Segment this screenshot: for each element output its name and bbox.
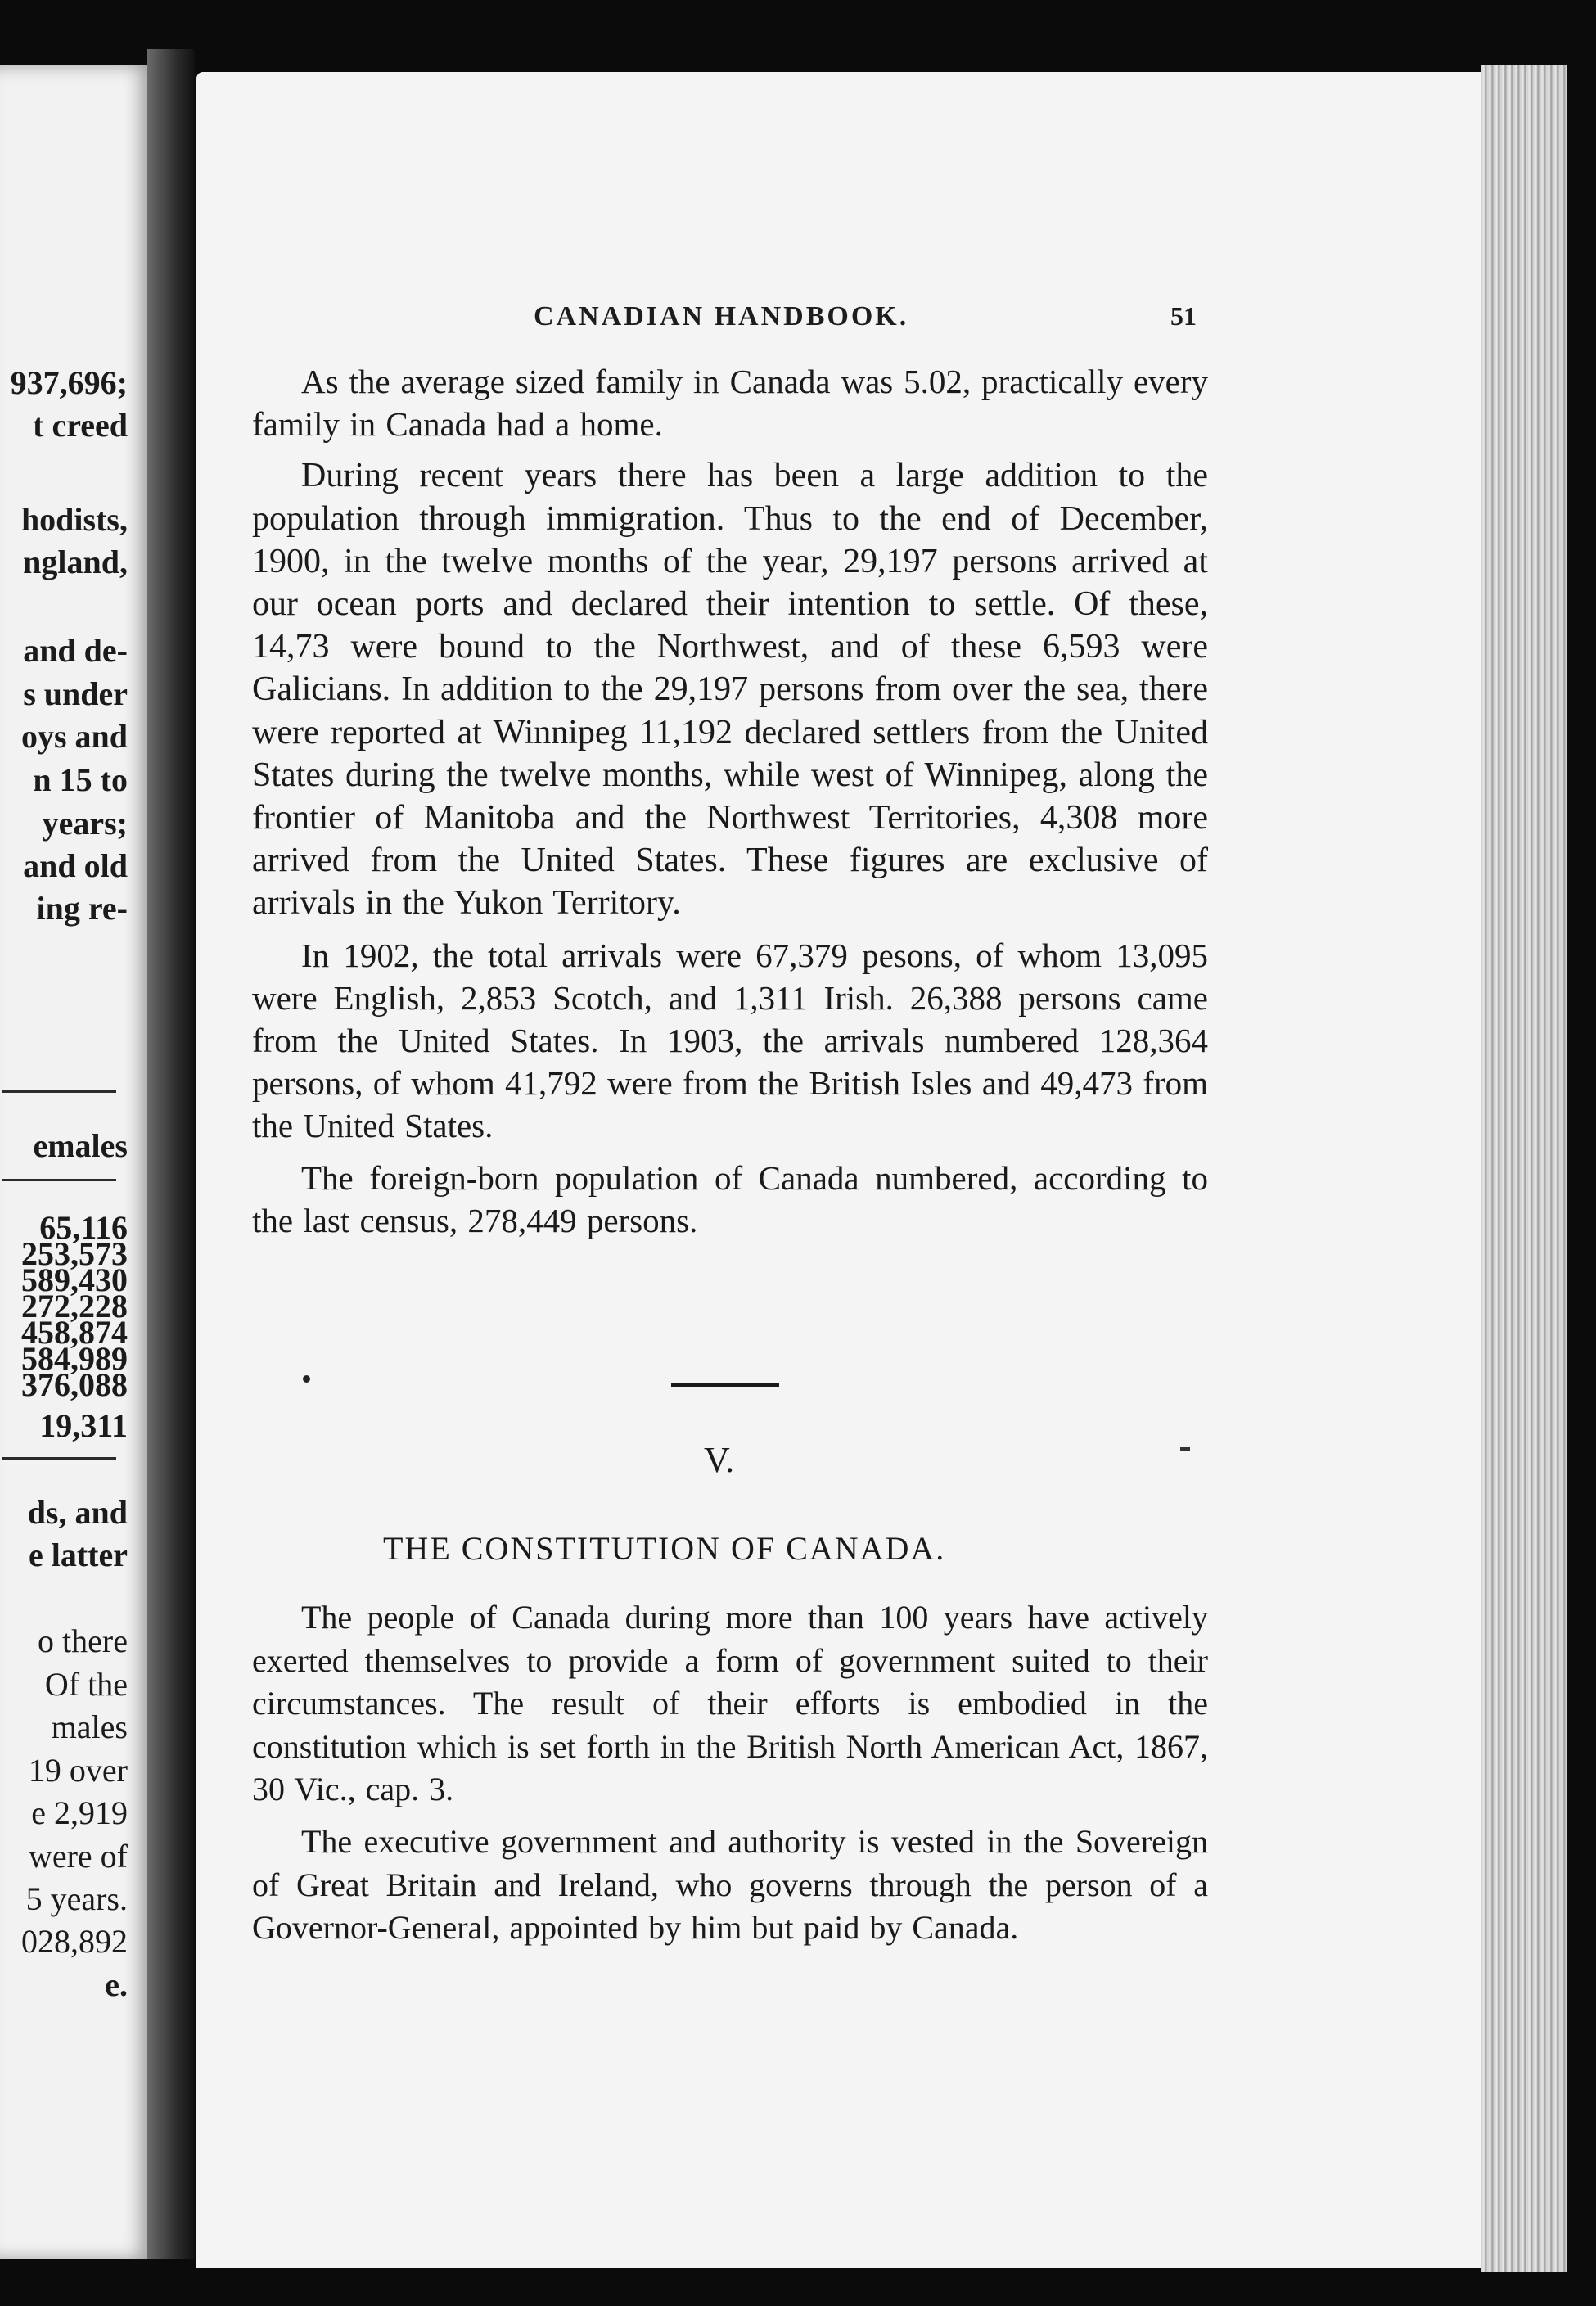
- paragraph-foreign-born: The foreign-born population of Canada numbered, according to the last census, 278,449 persons.: [252, 1158, 1208, 1239]
- left-facing-page-fragment: [0, 65, 156, 2259]
- left-page-line: oys and: [20, 718, 128, 755]
- left-page-table-rule: [2, 1179, 116, 1181]
- print-speck: [1180, 1447, 1190, 1451]
- left-page-line: ds, and: [27, 1494, 128, 1531]
- print-speck: [303, 1375, 310, 1383]
- left-page-line: males: [51, 1708, 128, 1745]
- left-page-line: 937,696;: [10, 364, 128, 401]
- left-page-line: 458,874: [21, 1314, 128, 1351]
- left-page-line: n 15 to: [33, 761, 128, 798]
- left-page-line: 584,989: [21, 1340, 128, 1377]
- section-number: V.: [704, 1440, 735, 1480]
- left-page-line: e 2,919: [31, 1794, 128, 1831]
- left-page-line: ngland,: [23, 544, 128, 580]
- left-page-line: ing re-: [36, 890, 128, 927]
- paragraph-immigration-1900: During recent years there has been a large addition to the population through immigration. Thus to the end of December, 1900, in the twelve months of the year, 29,197 persons arrived at our ocean ports and declared their intention to settle. Of these, 14,73 were bound to the Northwest, and of these 6,593 were Galicians. In addition to the 29,197 persons from over the sea, there were reported at Winnipeg 11,192 declared settlers from the United States during the twelve months, while west of Winnipeg, along the frontier of Manitoba and the Northwest Territories, 4,308 more arrived from the United States. These figures are exclusive of arrivals in the Yukon Territory.: [252, 457, 1208, 923]
- left-page-line: 19,311: [39, 1407, 128, 1444]
- running-head: CANADIAN HANDBOOK.: [534, 301, 909, 332]
- left-page-line: 028,892: [21, 1923, 128, 1960]
- left-page-line: 19 over: [28, 1752, 128, 1789]
- left-page-table-rule: [2, 1090, 116, 1093]
- book-spine-shadow: [147, 49, 195, 2259]
- paragraph-family-size: As the average sized family in Canada was 5.02, practically every family in Canada had a home.: [252, 363, 1208, 444]
- left-page-table-rule: [2, 1457, 116, 1460]
- paragraph-executive-government: The executive government and authority is vested in the Sovereign of Great Britain and Ireland, who governs through the person of a Governor-General, appointed by him but paid by Canada.: [252, 1822, 1208, 1947]
- section-divider-rule: [671, 1383, 779, 1387]
- left-page-line: e latter: [28, 1537, 128, 1573]
- left-page-line: 589,430: [21, 1261, 128, 1298]
- paragraph-immigration-1902-1903: In 1902, the total arrivals were 67,379 pesons, of whom 13,095 were English, 2,853 Scotch, and 1,311 Irish. 26,388 persons came from the United States. In 1903, the arrivals numbered 128,364 persons, of whom 41,792 were from the British Isles and 49,473 from the United States.: [252, 936, 1208, 1145]
- left-page-line: hodists,: [20, 501, 128, 538]
- left-page-line: and de-: [23, 632, 128, 669]
- left-page-line: t creed: [33, 407, 128, 444]
- paragraph-constitution: The people of Canada during more than 100 years have actively exerted themselves to provide a form of government suited to their circumstances. The result of their efforts is embodied in the constitution which is set forth in the British North American Act, 1867, 30 Vic., cap. 3.: [252, 1599, 1208, 1808]
- page-number: 51: [1170, 301, 1197, 331]
- constitution-section-text: [252, 1596, 1208, 1959]
- page-edge-stack: [1481, 65, 1567, 2272]
- left-page-line: were of: [28, 1838, 128, 1875]
- left-page-line: 65,116: [39, 1209, 128, 1246]
- left-page-line: 253,573: [21, 1235, 128, 1272]
- left-page-line: 5 years.: [25, 1880, 128, 1917]
- left-page-line: and old: [23, 847, 128, 884]
- left-page-line: 272,228: [21, 1288, 128, 1324]
- section-title: THE CONSTITUTION OF CANADA.: [383, 1530, 946, 1567]
- left-page-line: o there: [38, 1622, 128, 1659]
- left-page-line: e.: [105, 1966, 128, 2003]
- left-page-line: Of the: [44, 1666, 128, 1703]
- left-page-line: s under: [23, 675, 128, 712]
- left-page-line: emales: [33, 1127, 128, 1164]
- body-text: [252, 360, 1208, 1251]
- left-page-line: years;: [42, 805, 128, 842]
- left-page-line: 376,088: [21, 1366, 128, 1403]
